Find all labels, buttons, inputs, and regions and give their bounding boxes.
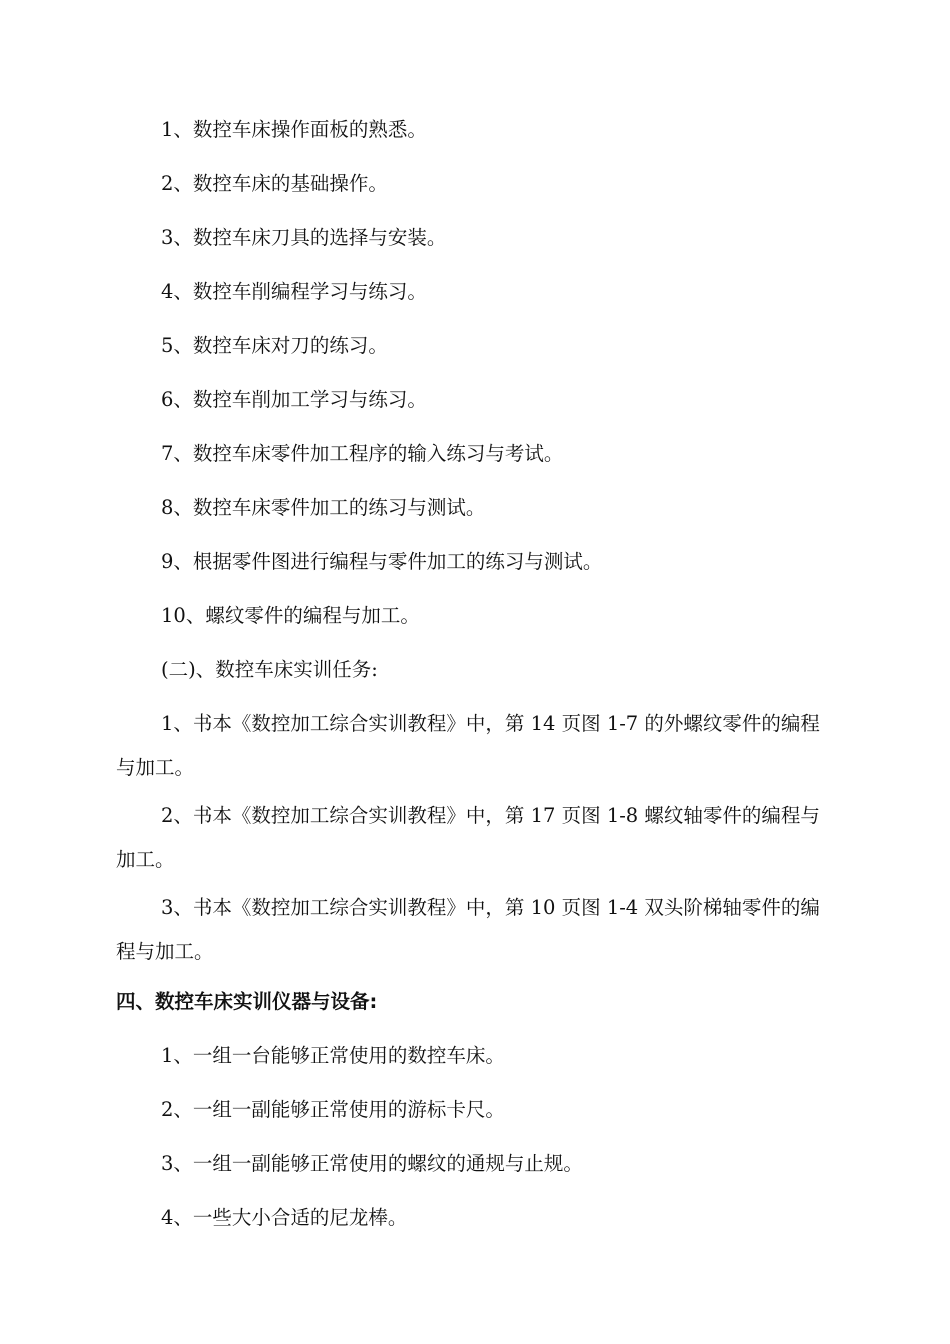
subheading: (二)、数控车床实训任务:: [161, 658, 378, 681]
task-item: 3、书本《数控加工综合实训教程》中，第 10 页图 1-4 双头阶梯轴零件的编程与加工。: [116, 896, 820, 963]
task-item: 2、书本《数控加工综合实训教程》中，第 17 页图 1-8 螺纹轴零件的编程与加工。: [116, 804, 820, 871]
list-item: 8、数控车床零件加工的练习与测试。: [161, 496, 486, 519]
equipment-item: 4、一些大小合适的尼龙棒。: [161, 1206, 408, 1229]
list-item: 6、数控车削加工学习与练习。: [161, 388, 427, 411]
list-item: 4、数控车削编程学习与练习。: [161, 280, 427, 303]
section-heading: 四、数控车床实训仪器与设备:: [116, 990, 378, 1013]
equipment-item: 2、一组一副能够正常使用的游标卡尺。: [161, 1098, 505, 1121]
list-item: 10、螺纹零件的编程与加工。: [161, 604, 420, 627]
list-item: 1、数控车床操作面板的熟悉。: [161, 118, 427, 141]
list-item: 3、数控车床刀具的选择与安装。: [161, 226, 447, 249]
task-item: 1、书本《数控加工综合实训教程》中，第 14 页图 1-7 的外螺纹零件的编程与加工。: [116, 712, 820, 779]
list-item: 2、数控车床的基础操作。: [161, 172, 388, 195]
equipment-item: 1、一组一台能够正常使用的数控车床。: [161, 1044, 505, 1067]
equipment-item: 3、一组一副能够正常使用的螺纹的通规与止规。: [161, 1152, 583, 1175]
list-item: 9、根据零件图进行编程与零件加工的练习与测试。: [161, 550, 603, 573]
list-item: 5、数控车床对刀的练习。: [161, 334, 388, 357]
list-item: 7、数控车床零件加工程序的输入练习与考试。: [161, 442, 564, 465]
